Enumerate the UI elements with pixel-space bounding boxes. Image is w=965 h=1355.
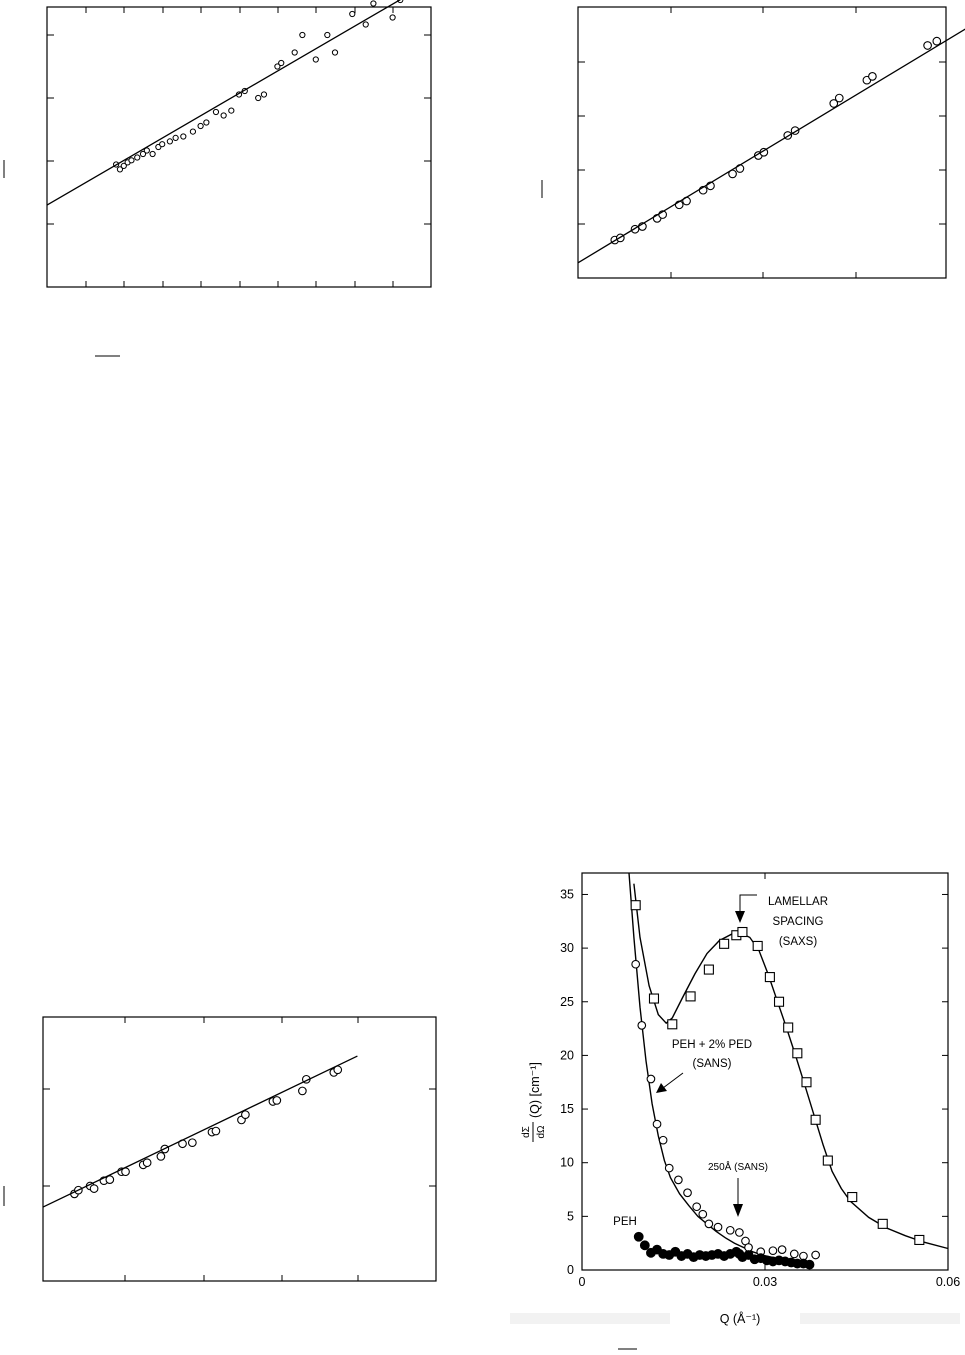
data-point [647, 1075, 655, 1083]
data-point [704, 965, 713, 974]
data-point [198, 123, 203, 128]
data-point [292, 50, 297, 55]
x-ticks [86, 7, 393, 287]
data-point [325, 32, 330, 37]
y-tick-label: 0 [567, 1263, 574, 1277]
data-point [668, 1020, 677, 1029]
annotation-line: LAMELLAR [767, 896, 829, 908]
data-point [675, 1176, 683, 1184]
annotation-line: 250Å (SANS) [707, 1162, 769, 1173]
data-point [848, 1193, 857, 1202]
y-label-numerator: dΣ [521, 1126, 532, 1138]
data-point [173, 135, 178, 140]
data-point [350, 11, 355, 16]
data-point [273, 1097, 281, 1105]
data-point [653, 1120, 661, 1128]
data-point [778, 1246, 786, 1254]
data-point [784, 1023, 793, 1032]
data-point [812, 1251, 820, 1259]
annotation-250a [708, 1160, 768, 1217]
data-point [160, 142, 165, 147]
data-point [720, 939, 729, 948]
data-point [915, 1235, 924, 1244]
y-tick-label: 30 [560, 941, 574, 956]
data-point [649, 994, 658, 1003]
data-point [363, 22, 368, 27]
data-point [632, 960, 640, 968]
data-point [686, 992, 695, 1001]
data-point [638, 1022, 646, 1030]
data-point [135, 155, 140, 160]
data-point [765, 973, 774, 982]
data-point [242, 1111, 250, 1119]
annotation-lamellar [735, 895, 828, 948]
data-point [279, 60, 284, 65]
data-point [738, 928, 747, 937]
annotation-peh-ped [656, 1039, 752, 1093]
fit-curves [629, 873, 948, 1260]
data-point [714, 1223, 722, 1231]
data-point [261, 92, 266, 97]
data-point [805, 1260, 814, 1269]
data-point [699, 1210, 707, 1218]
annotation-line: PEH + 2% PED [671, 1039, 753, 1051]
data-point [753, 941, 762, 950]
data-point [157, 1153, 165, 1161]
x-tick-label: 0.06 [935, 1275, 961, 1289]
data-point [150, 151, 155, 156]
y-tick-label: 25 [560, 994, 574, 1009]
data-point [684, 1189, 692, 1197]
arrow-head [656, 1083, 667, 1093]
data-point [181, 134, 186, 139]
y-label-denominator: dΩ [536, 1125, 547, 1139]
data-point [371, 1, 376, 6]
data-point [793, 1049, 802, 1058]
data-point [229, 108, 234, 113]
plot-frame [582, 873, 948, 1270]
data-point [726, 1227, 734, 1235]
x-tick-label: 0.03 [752, 1275, 778, 1289]
caption-strip [510, 1313, 670, 1324]
data-point [300, 32, 305, 37]
data-point [167, 139, 172, 144]
y-tick-label: 35 [560, 887, 574, 902]
data-point [933, 37, 941, 45]
data-point [869, 73, 877, 81]
chart-top-left [4, 0, 431, 356]
chart-scattering [510, 873, 960, 1349]
data-point [693, 1203, 701, 1211]
data-points [114, 0, 403, 172]
y-ticks [43, 1089, 436, 1186]
data-points [631, 901, 924, 1269]
fit-line [43, 1056, 357, 1207]
data-point [90, 1185, 98, 1193]
y-ticks [47, 35, 431, 224]
data-point [204, 120, 209, 125]
data-point [878, 1219, 887, 1228]
annotation-leader [740, 895, 757, 913]
data-point [823, 1156, 832, 1165]
fit-line [47, 0, 431, 205]
caption-strip [800, 1313, 960, 1324]
plot-frame [47, 7, 431, 287]
y-ticks [578, 62, 946, 224]
data-point [835, 94, 843, 102]
data-point [736, 165, 744, 173]
annotation-leader [663, 1073, 683, 1088]
chart-bottom-left [4, 1017, 436, 1281]
data-point [665, 1164, 673, 1172]
data-point [256, 95, 261, 100]
data-point [213, 109, 218, 114]
data-point [640, 1241, 649, 1250]
y-tick-label: 5 [567, 1209, 574, 1224]
annotation-peh: PEH [613, 1216, 637, 1228]
y-label-rest: (Q) [cm⁻¹] [528, 1062, 542, 1118]
data-point [634, 1232, 643, 1241]
data-point [390, 15, 395, 20]
y-axis-label [521, 1062, 547, 1142]
y-tick-label: 20 [560, 1048, 574, 1063]
data-point [924, 42, 932, 50]
data-point [190, 129, 195, 134]
y-tick-label: 10 [560, 1155, 574, 1170]
data-point [143, 1159, 151, 1167]
data-point [313, 57, 318, 62]
data-point [802, 1078, 811, 1087]
data-point [659, 1136, 667, 1144]
data-point [736, 1229, 744, 1237]
y-tick-label: 15 [560, 1102, 574, 1117]
chart-top-right [542, 7, 965, 278]
data-point [811, 1115, 820, 1124]
arrow-head [735, 911, 745, 923]
data-point [212, 1127, 220, 1135]
data-point [705, 1220, 713, 1228]
annotation-line: (SAXS) [778, 936, 818, 948]
data-point [332, 50, 337, 55]
data-point [129, 158, 134, 163]
data-point [790, 1250, 798, 1258]
data-point [299, 1087, 307, 1095]
data-point [775, 997, 784, 1006]
annotation-line: (SANS) [692, 1058, 732, 1070]
data-point [189, 1139, 197, 1147]
data-points [71, 1066, 342, 1198]
x-tick-label: 0 [578, 1275, 586, 1289]
data-point [769, 1247, 777, 1255]
x-ticks [125, 1017, 358, 1281]
x-axis-label: Q (Å⁻¹) [719, 1312, 761, 1326]
x-ticks [671, 7, 856, 278]
plot-frame [43, 1017, 436, 1281]
data-point [631, 901, 640, 910]
annotation-line: SPACING [772, 916, 824, 928]
arrow-head [733, 1204, 743, 1217]
data-point [221, 113, 226, 118]
plot-frame [578, 7, 946, 278]
